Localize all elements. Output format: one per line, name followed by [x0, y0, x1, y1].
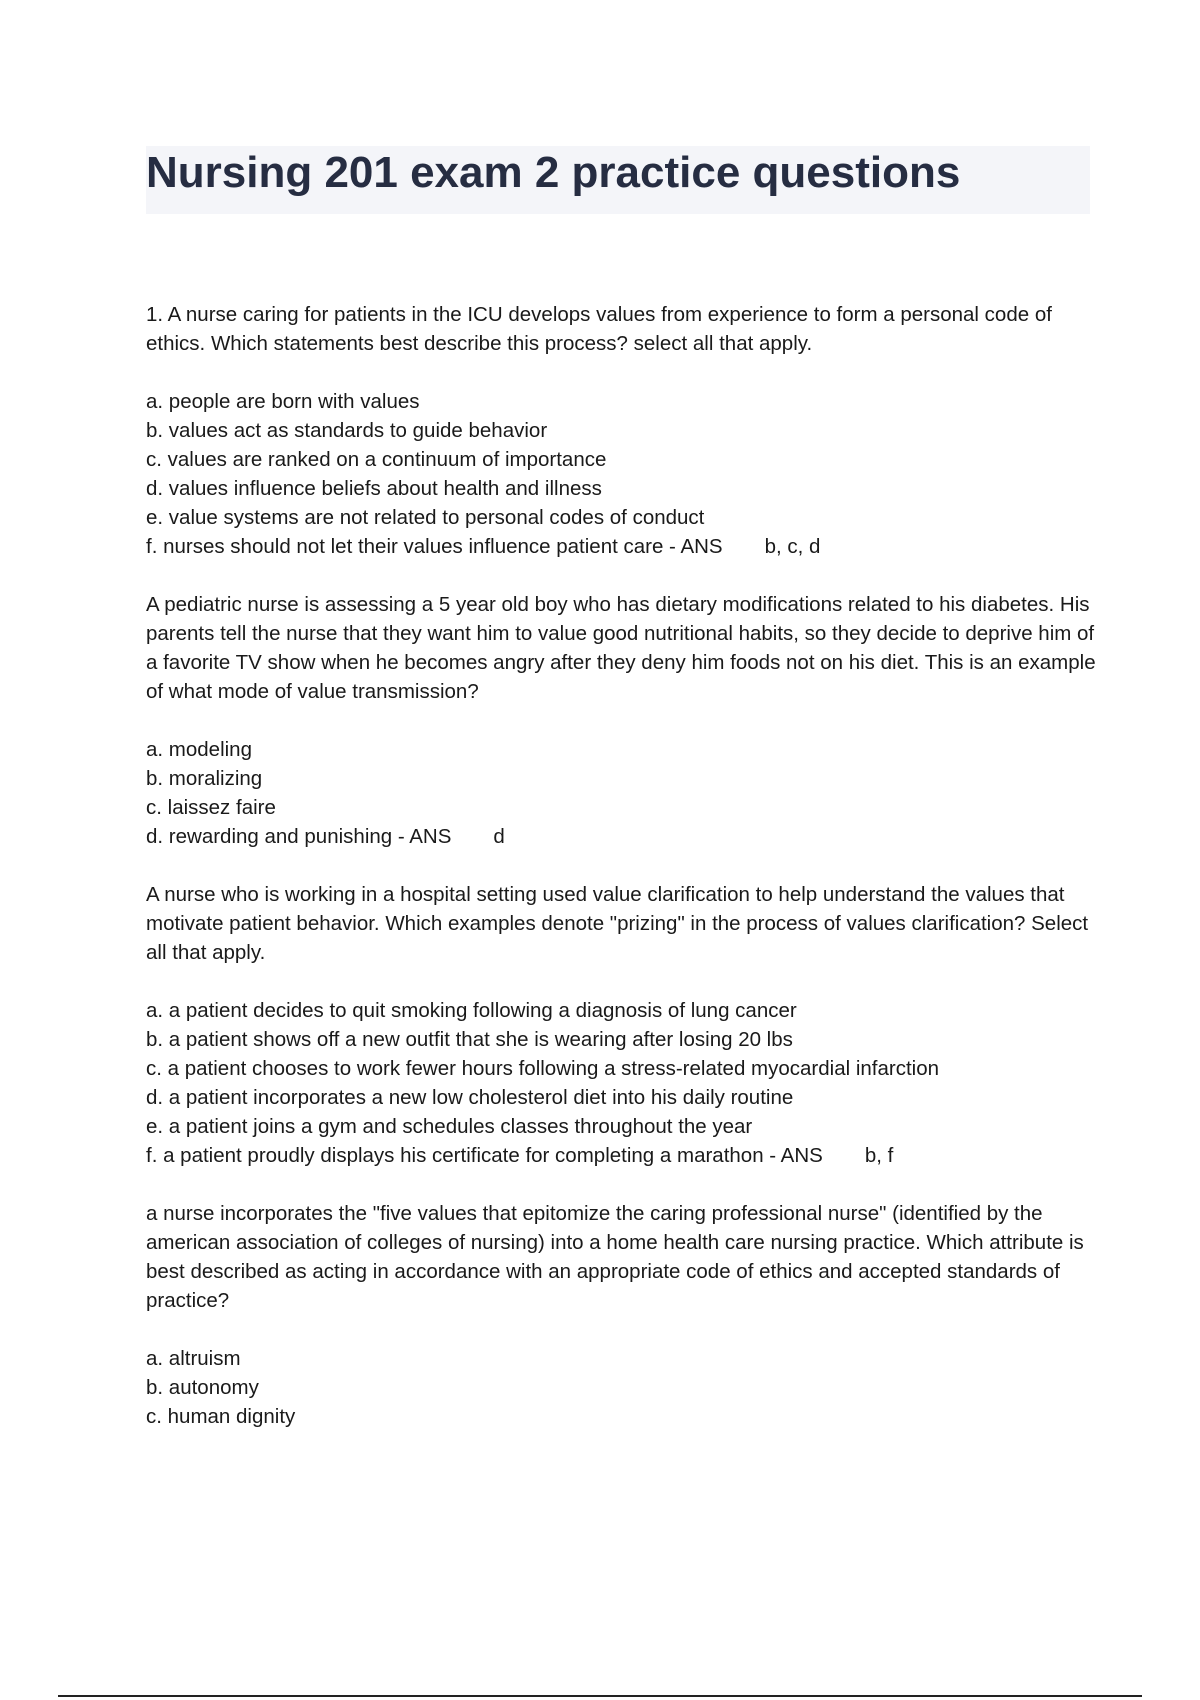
option-item: e. a patient joins a gym and schedules classes throughout the year: [146, 1115, 753, 1138]
answer-key: b, c, d: [764, 535, 821, 558]
question-block: [146, 590, 1096, 851]
question-text: 1. A nurse caring for patients in the ICU develops values from experience to form a personal code of ethics. Which statements best describe this process? select all that apply.: [146, 303, 1052, 355]
option-item: a. altruism: [146, 1347, 241, 1370]
footer-divider: [58, 1695, 1142, 1697]
question-block: [146, 300, 1096, 561]
question-block: [146, 1199, 1096, 1431]
option-item: c. laissez faire: [146, 796, 276, 819]
option-item: a. people are born with values: [146, 390, 420, 413]
option-item: c. human dignity: [146, 1405, 296, 1428]
question-list: [146, 300, 1096, 1460]
question-text: a nurse incorporates the "five values that epitomize the caring professional nurse" (identified by the american association of colleges of nursing) into a home health care nursing practice. Which attribute is best described as acting in accordance with an appropriate code of ethics and accepted standards of practice?: [146, 1202, 1084, 1312]
option-item: d. a patient incorporates a new low cholesterol diet into his daily routine: [146, 1086, 794, 1109]
answer-key: d: [493, 825, 505, 848]
question-block: [146, 880, 1096, 1170]
option-item: c. values are ranked on a continuum of importance: [146, 448, 607, 471]
option-item: c. a patient chooses to work fewer hours following a stress-related myocardial infarction: [146, 1057, 940, 1080]
option-list: [146, 387, 1096, 561]
option-list: [146, 735, 1096, 851]
option-item: a. modeling: [146, 738, 252, 761]
option-item: a. a patient decides to quit smoking following a diagnosis of lung cancer: [146, 999, 797, 1022]
answer-key: b, f: [864, 1144, 894, 1167]
option-item-last: [146, 532, 1096, 561]
option-item: b. autonomy: [146, 1376, 259, 1399]
option-text: d. rewarding and punishing - ANS: [146, 825, 452, 848]
option-list: [146, 996, 1096, 1170]
option-item: d. values influence beliefs about health and illness: [146, 477, 602, 500]
option-item: b. moralizing: [146, 767, 263, 790]
question-text: A nurse who is working in a hospital setting used value clarification to help understand the values that motivate patient behavior. Which examples denote "prizing" in the process of values clarification? Select all that apply.: [146, 883, 1089, 964]
question-text: A pediatric nurse is assessing a 5 year old boy who has dietary modifications related to his diabetes. His parents tell the nurse that they want him to value good nutritional habits, so they decide to deprive him of a favorite TV show when he becomes angry after they deny him foods not on his diet. This is an example of what mode of value transmission?: [146, 593, 1096, 703]
option-item: e. value systems are not related to personal codes of conduct: [146, 506, 705, 529]
option-list: [146, 1344, 1096, 1431]
option-text: f. a patient proudly displays his certificate for completing a marathon - ANS: [146, 1144, 823, 1167]
option-item-last: [146, 1141, 1096, 1170]
option-item: b. values act as standards to guide behavior: [146, 419, 548, 442]
document-title: Nursing 201 exam 2 practice questions: [146, 148, 961, 197]
option-item: b. a patient shows off a new outfit that she is wearing after losing 20 lbs: [146, 1028, 793, 1051]
option-item-last: [146, 822, 1096, 851]
option-text: f. nurses should not let their values influence patient care - ANS: [146, 535, 723, 558]
